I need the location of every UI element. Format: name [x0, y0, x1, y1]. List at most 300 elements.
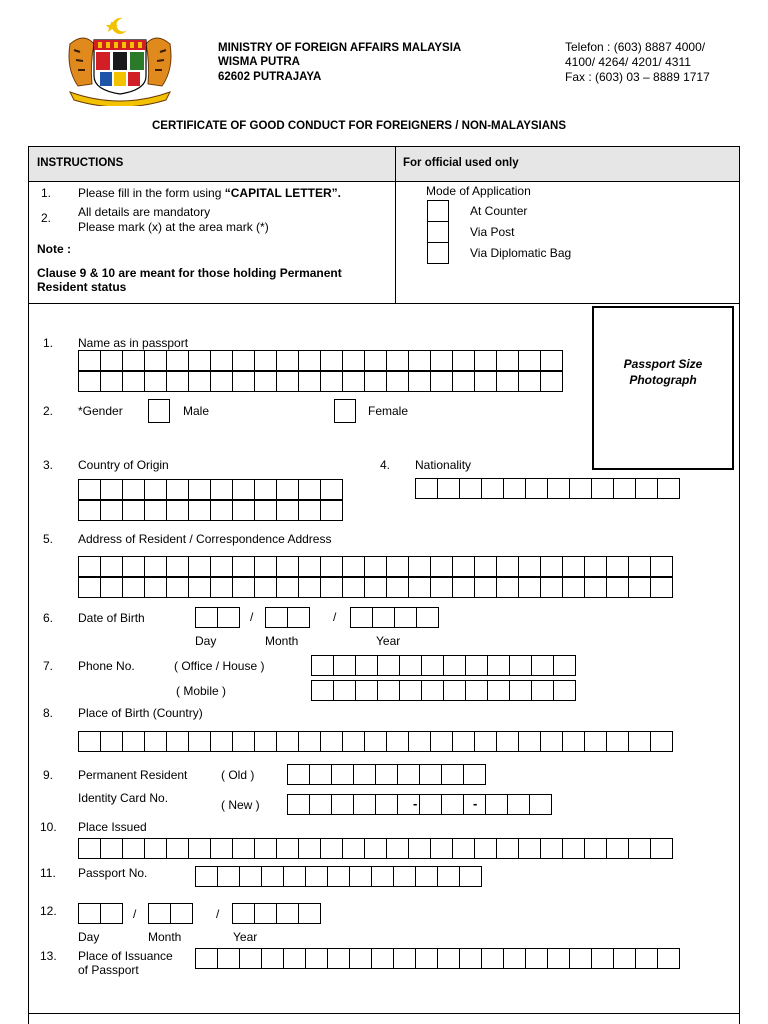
- character-cell[interactable]: [122, 577, 145, 598]
- character-cell[interactable]: [465, 680, 488, 701]
- character-cell[interactable]: [333, 655, 356, 676]
- character-cell[interactable]: [386, 577, 409, 598]
- character-cell[interactable]: [100, 479, 123, 500]
- character-cell[interactable]: [254, 731, 277, 752]
- character-cell[interactable]: [144, 838, 167, 859]
- character-cell[interactable]: [496, 556, 519, 577]
- character-cell[interactable]: [430, 838, 453, 859]
- place-of-issuance-input[interactable]: [195, 948, 679, 969]
- character-cell[interactable]: [100, 731, 123, 752]
- character-cell[interactable]: [232, 731, 255, 752]
- passport-photo-box[interactable]: [592, 306, 734, 470]
- country-of-origin-input-row-1[interactable]: [78, 479, 342, 500]
- character-cell[interactable]: [415, 478, 438, 499]
- character-cell[interactable]: [342, 731, 365, 752]
- character-cell[interactable]: [261, 866, 284, 887]
- character-cell[interactable]: [416, 607, 439, 628]
- checkbox-at-counter[interactable]: [427, 200, 449, 222]
- character-cell[interactable]: [276, 577, 299, 598]
- character-cell[interactable]: [122, 500, 145, 521]
- character-cell[interactable]: [518, 350, 541, 371]
- character-cell[interactable]: [166, 350, 189, 371]
- character-cell[interactable]: [430, 350, 453, 371]
- character-cell[interactable]: [210, 838, 233, 859]
- character-cell[interactable]: [437, 478, 460, 499]
- character-cell[interactable]: [349, 948, 372, 969]
- character-cell[interactable]: [430, 731, 453, 752]
- character-cell[interactable]: [518, 556, 541, 577]
- character-cell[interactable]: [276, 371, 299, 392]
- character-cell[interactable]: [283, 866, 306, 887]
- character-cell[interactable]: [430, 577, 453, 598]
- character-cell[interactable]: [342, 371, 365, 392]
- character-cell[interactable]: [188, 500, 211, 521]
- character-cell[interactable]: [254, 500, 277, 521]
- character-cell[interactable]: [377, 655, 400, 676]
- character-cell[interactable]: [320, 577, 343, 598]
- character-cell[interactable]: [474, 371, 497, 392]
- character-cell[interactable]: [78, 350, 101, 371]
- character-cell[interactable]: [144, 479, 167, 500]
- character-cell[interactable]: [474, 838, 497, 859]
- character-cell[interactable]: [650, 556, 673, 577]
- character-cell[interactable]: [239, 866, 262, 887]
- character-cell[interactable]: [144, 577, 167, 598]
- character-cell[interactable]: [509, 680, 532, 701]
- character-cell[interactable]: [553, 655, 576, 676]
- character-cell[interactable]: [408, 577, 431, 598]
- character-cell[interactable]: [320, 500, 343, 521]
- character-cell[interactable]: [100, 556, 123, 577]
- character-cell[interactable]: [298, 577, 321, 598]
- character-cell[interactable]: [349, 866, 372, 887]
- character-cell[interactable]: [540, 838, 563, 859]
- character-cell[interactable]: [144, 500, 167, 521]
- character-cell[interactable]: [606, 556, 629, 577]
- character-cell[interactable]: [320, 479, 343, 500]
- character-cell[interactable]: [298, 500, 321, 521]
- character-cell[interactable]: [474, 577, 497, 598]
- address-input-row-2[interactable]: [78, 577, 672, 598]
- character-cell[interactable]: [503, 948, 526, 969]
- character-cell[interactable]: [657, 478, 680, 499]
- character-cell[interactable]: [635, 478, 658, 499]
- character-cell[interactable]: [531, 680, 554, 701]
- character-cell[interactable]: [309, 794, 332, 815]
- character-cell[interactable]: [606, 731, 629, 752]
- character-cell[interactable]: [452, 556, 475, 577]
- character-cell[interactable]: [364, 350, 387, 371]
- character-cell[interactable]: [232, 500, 255, 521]
- character-cell[interactable]: [509, 655, 532, 676]
- issue-day-input[interactable]: [78, 903, 122, 924]
- character-cell[interactable]: [342, 577, 365, 598]
- character-cell[interactable]: [100, 577, 123, 598]
- character-cell[interactable]: [122, 479, 145, 500]
- phone-office-input[interactable]: [311, 655, 575, 676]
- character-cell[interactable]: [320, 838, 343, 859]
- character-cell[interactable]: [320, 350, 343, 371]
- character-cell[interactable]: [298, 350, 321, 371]
- character-cell[interactable]: [408, 838, 431, 859]
- character-cell[interactable]: [628, 577, 651, 598]
- character-cell[interactable]: [364, 731, 387, 752]
- character-cell[interactable]: [210, 371, 233, 392]
- character-cell[interactable]: [100, 371, 123, 392]
- character-cell[interactable]: [217, 866, 240, 887]
- birth-month-input[interactable]: [265, 607, 309, 628]
- character-cell[interactable]: [584, 731, 607, 752]
- character-cell[interactable]: [276, 350, 299, 371]
- checkbox-female[interactable]: [334, 399, 356, 423]
- character-cell[interactable]: [188, 371, 211, 392]
- character-cell[interactable]: [487, 680, 510, 701]
- character-cell[interactable]: [377, 680, 400, 701]
- issue-month-input[interactable]: [148, 903, 192, 924]
- character-cell[interactable]: [254, 350, 277, 371]
- name-input-row-2[interactable]: [78, 371, 562, 392]
- character-cell[interactable]: [210, 500, 233, 521]
- character-cell[interactable]: [195, 948, 218, 969]
- character-cell[interactable]: [254, 556, 277, 577]
- character-cell[interactable]: [386, 838, 409, 859]
- character-cell[interactable]: [628, 838, 651, 859]
- character-cell[interactable]: [569, 478, 592, 499]
- character-cell[interactable]: [331, 764, 354, 785]
- character-cell[interactable]: [170, 903, 193, 924]
- character-cell[interactable]: [372, 607, 395, 628]
- character-cell[interactable]: [311, 655, 334, 676]
- character-cell[interactable]: [613, 478, 636, 499]
- character-cell[interactable]: [298, 903, 321, 924]
- character-cell[interactable]: [144, 371, 167, 392]
- character-cell[interactable]: [474, 556, 497, 577]
- place-of-birth-input[interactable]: [78, 731, 672, 752]
- character-cell[interactable]: [415, 948, 438, 969]
- character-cell[interactable]: [78, 838, 101, 859]
- character-cell[interactable]: [474, 350, 497, 371]
- character-cell[interactable]: [261, 948, 284, 969]
- character-cell[interactable]: [421, 680, 444, 701]
- character-cell[interactable]: [78, 371, 101, 392]
- character-cell[interactable]: [148, 903, 171, 924]
- character-cell[interactable]: [327, 948, 350, 969]
- character-cell[interactable]: [525, 948, 548, 969]
- character-cell[interactable]: [613, 948, 636, 969]
- character-cell[interactable]: [459, 866, 482, 887]
- place-issued-input[interactable]: [78, 838, 672, 859]
- character-cell[interactable]: [100, 500, 123, 521]
- character-cell[interactable]: [507, 794, 530, 815]
- checkbox-via-post[interactable]: [427, 221, 449, 243]
- character-cell[interactable]: [419, 794, 442, 815]
- character-cell[interactable]: [562, 577, 585, 598]
- character-cell[interactable]: [394, 607, 417, 628]
- character-cell[interactable]: [188, 838, 211, 859]
- character-cell[interactable]: [529, 794, 552, 815]
- character-cell[interactable]: [166, 838, 189, 859]
- character-cell[interactable]: [78, 556, 101, 577]
- character-cell[interactable]: [584, 838, 607, 859]
- character-cell[interactable]: [311, 680, 334, 701]
- character-cell[interactable]: [232, 479, 255, 500]
- character-cell[interactable]: [355, 680, 378, 701]
- ic-old-input[interactable]: [287, 764, 485, 785]
- character-cell[interactable]: [210, 731, 233, 752]
- character-cell[interactable]: [254, 371, 277, 392]
- character-cell[interactable]: [298, 838, 321, 859]
- checkbox-via-diplomatic-bag[interactable]: [427, 242, 449, 264]
- passport-number-input[interactable]: [195, 866, 481, 887]
- character-cell[interactable]: [232, 577, 255, 598]
- character-cell[interactable]: [276, 838, 299, 859]
- character-cell[interactable]: [195, 866, 218, 887]
- character-cell[interactable]: [276, 556, 299, 577]
- character-cell[interactable]: [78, 903, 101, 924]
- character-cell[interactable]: [441, 794, 464, 815]
- character-cell[interactable]: [452, 350, 475, 371]
- character-cell[interactable]: [496, 350, 519, 371]
- character-cell[interactable]: [408, 556, 431, 577]
- character-cell[interactable]: [540, 577, 563, 598]
- character-cell[interactable]: [298, 556, 321, 577]
- character-cell[interactable]: [531, 655, 554, 676]
- character-cell[interactable]: [217, 607, 240, 628]
- character-cell[interactable]: [122, 350, 145, 371]
- character-cell[interactable]: [342, 556, 365, 577]
- character-cell[interactable]: [371, 866, 394, 887]
- issue-year-input[interactable]: [232, 903, 320, 924]
- character-cell[interactable]: [496, 577, 519, 598]
- character-cell[interactable]: [452, 731, 475, 752]
- character-cell[interactable]: [144, 731, 167, 752]
- character-cell[interactable]: [399, 655, 422, 676]
- character-cell[interactable]: [283, 948, 306, 969]
- character-cell[interactable]: [650, 577, 673, 598]
- character-cell[interactable]: [276, 903, 299, 924]
- character-cell[interactable]: [254, 577, 277, 598]
- character-cell[interactable]: [210, 479, 233, 500]
- character-cell[interactable]: [399, 680, 422, 701]
- character-cell[interactable]: [364, 556, 387, 577]
- character-cell[interactable]: [364, 577, 387, 598]
- character-cell[interactable]: [331, 794, 354, 815]
- character-cell[interactable]: [628, 731, 651, 752]
- birth-year-input[interactable]: [350, 607, 438, 628]
- character-cell[interactable]: [540, 371, 563, 392]
- character-cell[interactable]: [481, 948, 504, 969]
- character-cell[interactable]: [320, 556, 343, 577]
- character-cell[interactable]: [320, 371, 343, 392]
- character-cell[interactable]: [287, 607, 310, 628]
- character-cell[interactable]: [342, 838, 365, 859]
- character-cell[interactable]: [606, 838, 629, 859]
- character-cell[interactable]: [540, 731, 563, 752]
- character-cell[interactable]: [657, 948, 680, 969]
- character-cell[interactable]: [496, 371, 519, 392]
- character-cell[interactable]: [254, 903, 277, 924]
- name-input-row-1[interactable]: [78, 350, 562, 371]
- character-cell[interactable]: [503, 478, 526, 499]
- character-cell[interactable]: [487, 655, 510, 676]
- character-cell[interactable]: [254, 479, 277, 500]
- address-input-row-1[interactable]: [78, 556, 672, 577]
- character-cell[interactable]: [386, 350, 409, 371]
- character-cell[interactable]: [650, 731, 673, 752]
- character-cell[interactable]: [232, 903, 255, 924]
- character-cell[interactable]: [459, 478, 482, 499]
- character-cell[interactable]: [276, 479, 299, 500]
- character-cell[interactable]: [188, 577, 211, 598]
- character-cell[interactable]: [518, 731, 541, 752]
- character-cell[interactable]: [298, 479, 321, 500]
- character-cell[interactable]: [188, 350, 211, 371]
- character-cell[interactable]: [353, 794, 376, 815]
- character-cell[interactable]: [408, 731, 431, 752]
- character-cell[interactable]: [188, 479, 211, 500]
- character-cell[interactable]: [195, 607, 218, 628]
- character-cell[interactable]: [166, 500, 189, 521]
- character-cell[interactable]: [188, 556, 211, 577]
- character-cell[interactable]: [421, 655, 444, 676]
- character-cell[interactable]: [459, 948, 482, 969]
- character-cell[interactable]: [298, 731, 321, 752]
- character-cell[interactable]: [166, 556, 189, 577]
- character-cell[interactable]: [78, 731, 101, 752]
- character-cell[interactable]: [166, 577, 189, 598]
- character-cell[interactable]: [562, 556, 585, 577]
- character-cell[interactable]: [553, 680, 576, 701]
- character-cell[interactable]: [265, 607, 288, 628]
- nationality-input[interactable]: [415, 478, 679, 499]
- character-cell[interactable]: [364, 371, 387, 392]
- character-cell[interactable]: [485, 794, 508, 815]
- character-cell[interactable]: [327, 866, 350, 887]
- character-cell[interactable]: [584, 577, 607, 598]
- character-cell[interactable]: [364, 838, 387, 859]
- character-cell[interactable]: [452, 371, 475, 392]
- character-cell[interactable]: [309, 764, 332, 785]
- character-cell[interactable]: [540, 556, 563, 577]
- character-cell[interactable]: [188, 731, 211, 752]
- character-cell[interactable]: [518, 577, 541, 598]
- character-cell[interactable]: [437, 948, 460, 969]
- character-cell[interactable]: [217, 948, 240, 969]
- character-cell[interactable]: [166, 731, 189, 752]
- character-cell[interactable]: [232, 556, 255, 577]
- character-cell[interactable]: [430, 556, 453, 577]
- character-cell[interactable]: [540, 350, 563, 371]
- character-cell[interactable]: [100, 838, 123, 859]
- character-cell[interactable]: [547, 478, 570, 499]
- character-cell[interactable]: [298, 371, 321, 392]
- character-cell[interactable]: [276, 731, 299, 752]
- character-cell[interactable]: [518, 371, 541, 392]
- character-cell[interactable]: [386, 371, 409, 392]
- character-cell[interactable]: [569, 948, 592, 969]
- character-cell[interactable]: [100, 350, 123, 371]
- character-cell[interactable]: [441, 764, 464, 785]
- character-cell[interactable]: [584, 556, 607, 577]
- character-cell[interactable]: [397, 764, 420, 785]
- character-cell[interactable]: [443, 680, 466, 701]
- character-cell[interactable]: [276, 500, 299, 521]
- character-cell[interactable]: [481, 478, 504, 499]
- character-cell[interactable]: [463, 764, 486, 785]
- character-cell[interactable]: [320, 731, 343, 752]
- birth-day-input[interactable]: [195, 607, 239, 628]
- character-cell[interactable]: [386, 731, 409, 752]
- character-cell[interactable]: [518, 838, 541, 859]
- character-cell[interactable]: [635, 948, 658, 969]
- country-of-origin-input-row-2[interactable]: [78, 500, 342, 521]
- checkbox-male[interactable]: [148, 399, 170, 423]
- character-cell[interactable]: [232, 350, 255, 371]
- character-cell[interactable]: [408, 350, 431, 371]
- character-cell[interactable]: [239, 948, 262, 969]
- character-cell[interactable]: [591, 478, 614, 499]
- character-cell[interactable]: [496, 731, 519, 752]
- character-cell[interactable]: [166, 371, 189, 392]
- character-cell[interactable]: [419, 764, 442, 785]
- character-cell[interactable]: [375, 764, 398, 785]
- ic-new-input[interactable]: [287, 794, 551, 815]
- character-cell[interactable]: [355, 655, 378, 676]
- character-cell[interactable]: [591, 948, 614, 969]
- character-cell[interactable]: [122, 838, 145, 859]
- character-cell[interactable]: [628, 556, 651, 577]
- character-cell[interactable]: [78, 577, 101, 598]
- character-cell[interactable]: [144, 556, 167, 577]
- character-cell[interactable]: [496, 838, 519, 859]
- character-cell[interactable]: [342, 350, 365, 371]
- character-cell[interactable]: [305, 948, 328, 969]
- character-cell[interactable]: [122, 556, 145, 577]
- character-cell[interactable]: [210, 577, 233, 598]
- character-cell[interactable]: [430, 371, 453, 392]
- character-cell[interactable]: [78, 479, 101, 500]
- character-cell[interactable]: [393, 948, 416, 969]
- character-cell[interactable]: [443, 655, 466, 676]
- character-cell[interactable]: [305, 866, 328, 887]
- character-cell[interactable]: [393, 866, 416, 887]
- character-cell[interactable]: [232, 371, 255, 392]
- character-cell[interactable]: [437, 866, 460, 887]
- character-cell[interactable]: [232, 838, 255, 859]
- character-cell[interactable]: [287, 794, 310, 815]
- character-cell[interactable]: [525, 478, 548, 499]
- character-cell[interactable]: [465, 655, 488, 676]
- character-cell[interactable]: [562, 838, 585, 859]
- character-cell[interactable]: [210, 556, 233, 577]
- character-cell[interactable]: [474, 731, 497, 752]
- character-cell[interactable]: [375, 794, 398, 815]
- character-cell[interactable]: [122, 731, 145, 752]
- character-cell[interactable]: [452, 577, 475, 598]
- character-cell[interactable]: [333, 680, 356, 701]
- character-cell[interactable]: [452, 838, 475, 859]
- character-cell[interactable]: [650, 838, 673, 859]
- phone-mobile-input[interactable]: [311, 680, 575, 701]
- character-cell[interactable]: [562, 731, 585, 752]
- character-cell[interactable]: [408, 371, 431, 392]
- character-cell[interactable]: [166, 479, 189, 500]
- character-cell[interactable]: [547, 948, 570, 969]
- character-cell[interactable]: [386, 556, 409, 577]
- character-cell[interactable]: [287, 764, 310, 785]
- character-cell[interactable]: [78, 500, 101, 521]
- character-cell[interactable]: [254, 838, 277, 859]
